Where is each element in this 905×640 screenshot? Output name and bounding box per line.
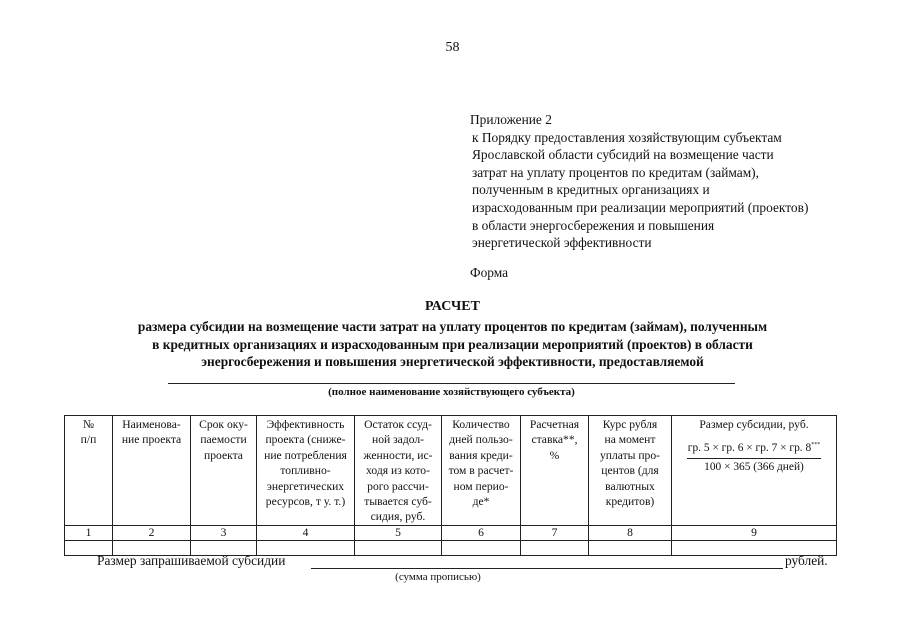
document-subtitle (60, 318, 845, 371)
header-cell (521, 416, 589, 526)
subsidy-header-cell (672, 416, 837, 526)
entity-caption: (полное наименование хозяйствующего субъекта) (328, 386, 575, 398)
header-line: тывается суб- (364, 495, 432, 509)
column-number: 2 (113, 525, 191, 540)
header-line: валютных (605, 479, 655, 493)
header-line: де* (472, 495, 490, 509)
calculation-table (64, 415, 837, 556)
column-number: 1 (65, 525, 113, 540)
formula-denominator: 100 × 365 (366 дней) (704, 460, 804, 473)
header-line: топливно- (280, 464, 331, 478)
header-line: ресурсов, т у. т.) (265, 495, 346, 509)
requested-subsidy-unit: рублей. (785, 553, 828, 568)
column-number: 7 (521, 525, 589, 540)
header-line: ной задол- (371, 433, 425, 447)
header-line: проекта (204, 448, 243, 462)
header-cell (355, 416, 442, 526)
table-header-row (65, 416, 837, 526)
subtitle-line: энергосбережения и повышения энергетической эффективности, предоставляемой (201, 354, 704, 369)
header-line: № (82, 418, 95, 431)
appendix-line: Приложение 2 (470, 112, 552, 127)
header-line: Срок оку- (199, 418, 248, 431)
appendix-block (470, 111, 890, 252)
table-cell[interactable] (589, 540, 672, 555)
header-line: рого рассчи- (367, 479, 429, 493)
entity-name-field[interactable] (168, 383, 735, 384)
appendix-line: Ярославской области субсидий на возмещение части (472, 147, 774, 163)
appendix-line: израсходованным при реализации мероприятий (проектов) (472, 199, 809, 215)
header-line: ние проекта (121, 433, 182, 447)
header-cell (191, 416, 257, 526)
header-line: сидия, руб. (370, 510, 426, 524)
header-cell (589, 416, 672, 526)
header-cell (442, 416, 521, 526)
column-number: 9 (672, 525, 837, 540)
header-line: Курс рубля (602, 418, 658, 431)
formula-numerator (687, 438, 821, 458)
header-line: Наименова- (122, 418, 181, 431)
appendix-line: в области энергосбережения и повышения (472, 217, 715, 233)
header-line: Расчетная (529, 418, 580, 431)
subtitle-line: размера субсидии на возмещение части затрат на уплату процентов по кредитам (займам), полученным (137, 319, 768, 334)
appendix-line: затрат на уплату процентов по кредитам (займам), (472, 164, 759, 180)
column-number: 3 (191, 525, 257, 540)
header-line: том в расчет- (448, 464, 514, 478)
column-number: 4 (257, 525, 355, 540)
header-line: центов (для (601, 464, 659, 478)
header-line: на момент (604, 433, 656, 447)
page-number: 58 (445, 40, 460, 55)
table-cell[interactable] (442, 540, 521, 555)
header-line: % (549, 448, 560, 462)
header-cell (257, 416, 355, 526)
form-label: Форма (470, 265, 509, 280)
appendix-line: полученным в кредитных организациях и (472, 182, 710, 198)
header-line: паемости (200, 433, 247, 447)
header-line: уплаты про- (599, 448, 661, 462)
header-line: ставка**, (531, 433, 578, 447)
column-number-row (65, 525, 837, 540)
appendix-line: к Порядку предоставления хозяйствующим субъектам (472, 129, 782, 145)
column-number: 6 (442, 525, 521, 540)
column-number: 8 (589, 525, 672, 540)
appendix-line: энергетической эффективности (472, 235, 652, 251)
header-line: вания креди- (449, 448, 513, 462)
header-line: ние потребления (264, 448, 347, 462)
sum-in-words-caption: (сумма прописью) (395, 571, 481, 583)
header-line: Эффективность (266, 418, 345, 431)
header-cell (113, 416, 191, 526)
header-line: Количество (452, 418, 510, 431)
header-line: женности, ис- (363, 448, 433, 462)
header-line: п/п (80, 433, 97, 447)
column-number: 5 (355, 525, 442, 540)
header-line: ходя из кото- (366, 464, 430, 478)
header-line: кредитов) (605, 495, 655, 509)
header-line: энергетических (266, 479, 345, 493)
subtitle-line: в кредитных организациях и израсходованным при реализации мероприятий (проектов) в области (152, 336, 753, 352)
subsidy-header-title: Размер субсидии, руб. (699, 418, 809, 431)
header-line: ном перио- (453, 479, 509, 493)
header-line: проекта (сниже- (265, 433, 346, 447)
header-line: Остаток ссуд- (364, 418, 432, 431)
requested-subsidy-label: Размер запрашиваемой субсидии (97, 553, 286, 568)
document-title: РАСЧЕТ (425, 299, 480, 314)
header-line: дней пользо- (449, 433, 513, 447)
header-cell (65, 416, 113, 526)
formula-numerator-text: гр. 5 × гр. 6 × гр. 7 × гр. 8 (687, 442, 812, 455)
table-cell[interactable] (521, 540, 589, 555)
formula-footnote-mark: *** (811, 442, 821, 449)
requested-subsidy-field[interactable] (311, 568, 783, 569)
table-cell[interactable] (355, 540, 442, 555)
